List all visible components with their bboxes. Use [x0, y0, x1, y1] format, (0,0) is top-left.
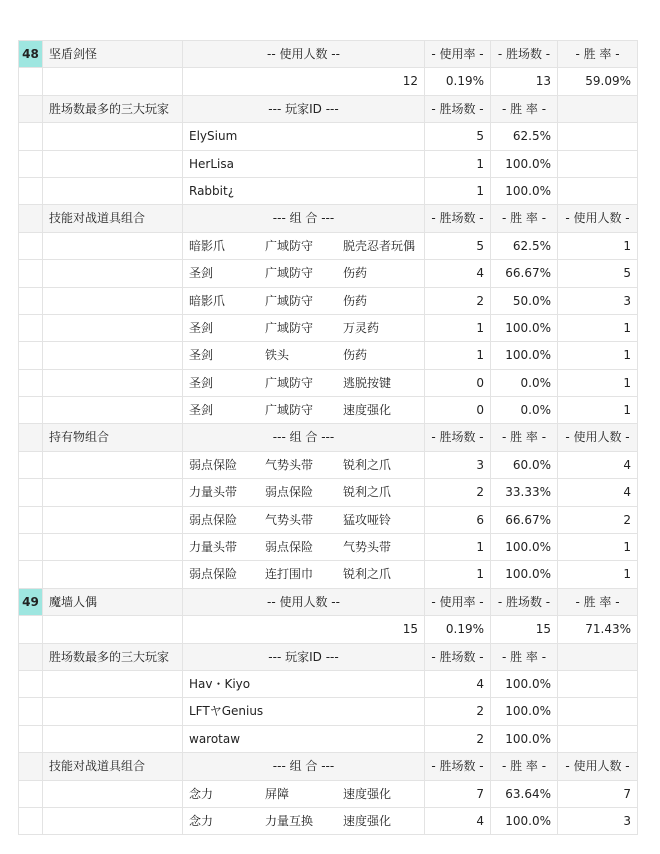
- combo-item-3: 逃脱按键: [343, 375, 392, 390]
- wins-header: - 胜场数 -: [425, 96, 491, 122]
- pokemon-name: 魔墙人偶: [43, 589, 183, 615]
- pokemon-header-row: [18, 589, 638, 616]
- player-id: LFTヤGenius: [183, 698, 425, 724]
- combo-row: [18, 507, 638, 534]
- combo-item-1: 圣剑: [189, 348, 214, 363]
- combo-item-1: 念力: [189, 813, 214, 828]
- player-row: [18, 151, 638, 178]
- pokemon-header-row: [18, 40, 638, 68]
- combo-item-1: 暗影爪: [189, 293, 226, 308]
- player-id: Rabbit¿: [183, 178, 425, 204]
- combo-users: 7: [558, 781, 638, 807]
- player-row: [18, 698, 638, 725]
- winrate-header: - 胜 率 -: [491, 205, 558, 231]
- combo-row: [18, 561, 638, 588]
- combo-wins: 1: [425, 534, 491, 560]
- combo-item-2: 气势头带: [265, 457, 314, 472]
- combo-users: 4: [558, 479, 638, 505]
- combo-item-1: 圣剑: [189, 375, 214, 390]
- usage-count: 12: [183, 68, 425, 94]
- wins-header: - 胜场数 -: [491, 589, 558, 615]
- section-title: 技能对战道具组合: [43, 753, 183, 779]
- combo-winrate: 66.67%: [491, 260, 558, 286]
- combo-wins: 0: [425, 397, 491, 423]
- combo-item-1: 弱点保险: [189, 457, 238, 472]
- combo-row: [18, 342, 638, 369]
- combo-row: [18, 534, 638, 561]
- player-row: [18, 726, 638, 753]
- combo-wins: 4: [425, 808, 491, 834]
- combo-winrate: 100.0%: [491, 534, 558, 560]
- usage-count: 15: [183, 616, 425, 642]
- player-id: Hav・Kiyo: [183, 671, 425, 697]
- player-row: [18, 123, 638, 150]
- players-header-label: --- 玩家ID ---: [183, 96, 425, 122]
- wins-header: - 胜场数 -: [425, 644, 491, 670]
- combo-item-1: 圣剑: [189, 266, 214, 281]
- usage-rate: 0.19%: [425, 68, 491, 94]
- winrate-header: - 胜 率 -: [491, 753, 558, 779]
- wins-header: - 胜场数 -: [425, 424, 491, 450]
- usage-wins: 15: [491, 616, 558, 642]
- combo-winrate: 33.33%: [491, 479, 558, 505]
- combo-header-label: --- 组 合 ---: [183, 753, 425, 779]
- combo-wins: 1: [425, 342, 491, 368]
- combo-users: 2: [558, 507, 638, 533]
- combo-item-2: 广域防守: [265, 320, 314, 335]
- combo-winrate: 60.0%: [491, 452, 558, 478]
- winrate-header: - 胜 率 -: [558, 589, 638, 615]
- player-row: [18, 671, 638, 698]
- combo-item-2: 广域防守: [265, 238, 314, 253]
- combo-item-2: 气势头带: [265, 512, 314, 527]
- combo-winrate: 100.0%: [491, 315, 558, 341]
- usage-winrate: 59.09%: [558, 68, 638, 94]
- player-wins: 2: [425, 726, 491, 752]
- items-header-row: [18, 424, 638, 451]
- combo-row: [18, 781, 638, 808]
- wins-header: - 胜场数 -: [491, 41, 558, 67]
- section-title: 胜场数最多的三大玩家: [43, 96, 183, 122]
- users-header: - 使用人数 -: [558, 424, 638, 450]
- player-wins: 1: [425, 178, 491, 204]
- combo-wins: 4: [425, 260, 491, 286]
- combo-users: 1: [558, 342, 638, 368]
- combo-users: 1: [558, 233, 638, 259]
- combo-users: 5: [558, 260, 638, 286]
- combo-users: 3: [558, 808, 638, 834]
- combo-winrate: 50.0%: [491, 288, 558, 314]
- combo-item-3: 伤药: [343, 348, 368, 363]
- combo-item-3: 脱壳忍者玩偶: [343, 238, 416, 253]
- section-title: 胜场数最多的三大玩家: [43, 644, 183, 670]
- usage-row: [18, 616, 638, 643]
- winrate-header: - 胜 率 -: [491, 96, 558, 122]
- player-id: ElySium: [183, 123, 425, 149]
- section-title: 技能对战道具组合: [43, 205, 183, 231]
- skills-header-row: [18, 753, 638, 780]
- combo-item-2: 屏障: [265, 786, 290, 801]
- combo-row: [18, 260, 638, 287]
- player-wins: 4: [425, 671, 491, 697]
- combo-item-1: 圣剑: [189, 403, 214, 418]
- combo-item-2: 广域防守: [265, 403, 314, 418]
- combo-winrate: 100.0%: [491, 808, 558, 834]
- combo-row: [18, 370, 638, 397]
- combo-winrate: 0.0%: [491, 370, 558, 396]
- pokemon-number: 48: [18, 41, 43, 67]
- combo-row: [18, 479, 638, 506]
- combo-item-2: 广域防守: [265, 375, 314, 390]
- combo-row: [18, 233, 638, 260]
- players-header-row: [18, 96, 638, 123]
- usage-rate: 0.19%: [425, 616, 491, 642]
- combo-wins: 1: [425, 561, 491, 587]
- player-winrate: 62.5%: [491, 123, 558, 149]
- combo-item-3: 锐利之爪: [343, 457, 392, 472]
- combo-wins: 1: [425, 315, 491, 341]
- usage-row: [18, 68, 638, 95]
- player-row: [18, 178, 638, 205]
- combo-row: [18, 315, 638, 342]
- combo-item-2: 力量互换: [265, 813, 314, 828]
- combo-item-1: 念力: [189, 786, 214, 801]
- wins-header: - 胜场数 -: [425, 205, 491, 231]
- player-id: HerLisa: [183, 151, 425, 177]
- combo-wins: 7: [425, 781, 491, 807]
- combo-item-3: 锐利之爪: [343, 485, 392, 500]
- combo-item-3: 万灵药: [343, 320, 380, 335]
- usage-header-label: -- 使用人数 --: [183, 589, 425, 615]
- combo-item-3: 速度强化: [343, 813, 392, 828]
- combo-row: [18, 452, 638, 479]
- combo-wins: 6: [425, 507, 491, 533]
- combo-item-1: 暗影爪: [189, 238, 226, 253]
- winrate-header: - 胜 率 -: [558, 41, 638, 67]
- player-winrate: 100.0%: [491, 178, 558, 204]
- combo-item-3: 速度强化: [343, 403, 392, 418]
- usage-rate-header: - 使用率 -: [425, 41, 491, 67]
- combo-item-3: 锐利之爪: [343, 567, 392, 582]
- player-wins: 5: [425, 123, 491, 149]
- player-wins: 2: [425, 698, 491, 724]
- player-winrate: 100.0%: [491, 671, 558, 697]
- usage-header-label: -- 使用人数 --: [183, 41, 425, 67]
- combo-item-3: 气势头带: [343, 540, 392, 555]
- stats-table: [18, 40, 638, 835]
- combo-item-2: 广域防守: [265, 266, 314, 281]
- combo-users: 1: [558, 561, 638, 587]
- players-header-row: [18, 644, 638, 671]
- combo-header-label: --- 组 合 ---: [183, 205, 425, 231]
- pokemon-number: 49: [18, 589, 43, 615]
- skills-header-row: [18, 205, 638, 232]
- combo-item-1: 弱点保险: [189, 567, 238, 582]
- pokemon-name: 坚盾剑怪: [43, 41, 183, 67]
- combo-item-2: 广域防守: [265, 293, 314, 308]
- combo-wins: 5: [425, 233, 491, 259]
- combo-row: [18, 397, 638, 424]
- combo-item-1: 力量头带: [189, 485, 238, 500]
- combo-users: 1: [558, 315, 638, 341]
- combo-row: [18, 288, 638, 315]
- usage-winrate: 71.43%: [558, 616, 638, 642]
- combo-item-1: 弱点保险: [189, 512, 238, 527]
- combo-item-3: 伤药: [343, 266, 368, 281]
- players-header-label: --- 玩家ID ---: [183, 644, 425, 670]
- combo-header-label: --- 组 合 ---: [183, 424, 425, 450]
- combo-winrate: 0.0%: [491, 397, 558, 423]
- player-id: warotaw: [183, 726, 425, 752]
- combo-item-2: 弱点保险: [265, 485, 314, 500]
- combo-users: 4: [558, 452, 638, 478]
- usage-rate-header: - 使用率 -: [425, 589, 491, 615]
- combo-winrate: 66.67%: [491, 507, 558, 533]
- combo-winrate: 62.5%: [491, 233, 558, 259]
- combo-winrate: 100.0%: [491, 561, 558, 587]
- combo-item-1: 圣剑: [189, 320, 214, 335]
- combo-item-2: 连打围巾: [265, 567, 314, 582]
- section-title: 持有物组合: [43, 424, 183, 450]
- combo-item-3: 速度强化: [343, 786, 392, 801]
- combo-wins: 0: [425, 370, 491, 396]
- users-header: - 使用人数 -: [558, 205, 638, 231]
- combo-item-3: 伤药: [343, 293, 368, 308]
- combo-users: 1: [558, 370, 638, 396]
- player-winrate: 100.0%: [491, 698, 558, 724]
- wins-header: - 胜场数 -: [425, 753, 491, 779]
- winrate-header: - 胜 率 -: [491, 424, 558, 450]
- combo-winrate: 63.64%: [491, 781, 558, 807]
- combo-row: [18, 808, 638, 835]
- usage-wins: 13: [491, 68, 558, 94]
- combo-users: 3: [558, 288, 638, 314]
- users-header: - 使用人数 -: [558, 753, 638, 779]
- combo-wins: 2: [425, 288, 491, 314]
- combo-users: 1: [558, 534, 638, 560]
- combo-users: 1: [558, 397, 638, 423]
- combo-item-3: 猛攻哑铃: [343, 512, 392, 527]
- combo-wins: 2: [425, 479, 491, 505]
- player-wins: 1: [425, 151, 491, 177]
- combo-item-1: 力量头带: [189, 540, 238, 555]
- winrate-header: - 胜 率 -: [491, 644, 558, 670]
- combo-item-2: 弱点保险: [265, 540, 314, 555]
- player-winrate: 100.0%: [491, 726, 558, 752]
- combo-item-2: 铁头: [265, 348, 290, 363]
- player-winrate: 100.0%: [491, 151, 558, 177]
- combo-winrate: 100.0%: [491, 342, 558, 368]
- combo-wins: 3: [425, 452, 491, 478]
